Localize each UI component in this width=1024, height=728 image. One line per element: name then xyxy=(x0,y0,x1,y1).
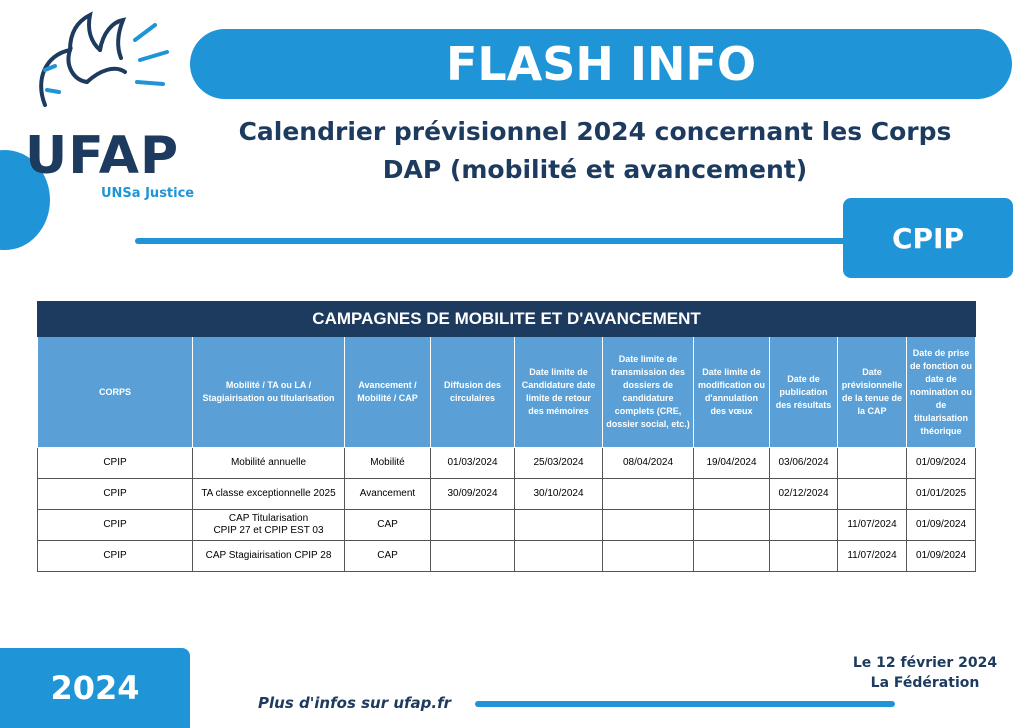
table-cell: 01/01/2025 xyxy=(907,479,976,510)
campaign-calendar-table xyxy=(37,301,976,572)
table-cell xyxy=(431,541,515,572)
table-cell: Avancement xyxy=(345,479,431,510)
table-cell xyxy=(838,479,907,510)
subtitle-line-2: DAP (mobilité et avancement) xyxy=(382,155,808,184)
column-header: Mobilité / TA ou LA / Stagiairisation ou titularisation xyxy=(193,337,345,448)
table-cell: TA classe exceptionnelle 2025 xyxy=(193,479,345,510)
flash-info-banner: FLASH INFO xyxy=(190,29,1012,99)
footer-divider xyxy=(475,701,895,707)
table-header-row xyxy=(38,337,976,448)
table-cell: CAP xyxy=(345,541,431,572)
footer-link[interactable]: Plus d'infos sur ufap.fr xyxy=(258,694,452,712)
table-cell: 02/12/2024 xyxy=(770,479,838,510)
table-cell xyxy=(770,510,838,541)
table-cell: 30/09/2024 xyxy=(431,479,515,510)
table-cell: 01/09/2024 xyxy=(907,448,976,479)
subtitle-line-1: Calendrier prévisionnel 2024 concernant les Corps xyxy=(238,117,952,146)
table-body xyxy=(38,448,976,572)
table-cell xyxy=(838,448,907,479)
column-header: Date limite de modification ou d'annulation des vœux xyxy=(694,337,770,448)
logo-subtitle: UNSa Justice xyxy=(101,186,195,201)
table-cell: CPIP xyxy=(38,479,193,510)
table-cell xyxy=(694,510,770,541)
column-header: Diffusion des circulaires xyxy=(431,337,515,448)
table-cell: 08/04/2024 xyxy=(603,448,694,479)
table-cell: 01/09/2024 xyxy=(907,510,976,541)
corps-label: CPIP xyxy=(843,198,1013,278)
header-divider xyxy=(135,238,855,244)
column-header: Date de prise de fonction ou date de nomination ou de titularisation théorique xyxy=(907,337,976,448)
table-row xyxy=(38,479,976,510)
footer-date: Le 12 février 2024 xyxy=(852,655,998,671)
table-cell xyxy=(603,510,694,541)
table-title: CAMPAGNES DE MOBILITE ET D'AVANCEMENT xyxy=(38,302,976,337)
table-cell xyxy=(694,479,770,510)
table-cell: CPIP xyxy=(38,510,193,541)
table-cell: 01/09/2024 xyxy=(907,541,976,572)
table-cell xyxy=(431,510,515,541)
table-cell: 11/07/2024 xyxy=(838,541,907,572)
table-cell xyxy=(603,541,694,572)
column-header: Date limite de transmission des dossiers de candidature complets (CRE, dossier social, etc.) xyxy=(603,337,694,448)
table-cell: 01/03/2024 xyxy=(431,448,515,479)
footer-date-block xyxy=(830,653,1020,693)
column-header: Avancement / Mobilité / CAP xyxy=(345,337,431,448)
table-cell: CPIP xyxy=(38,541,193,572)
ufap-logo xyxy=(25,10,195,210)
column-header: CORPS xyxy=(38,337,193,448)
table-cell: CAP xyxy=(345,510,431,541)
table-cell: CAP Titularisation CPIP 27 et CPIP EST 03 xyxy=(193,510,345,541)
table-cell: 30/10/2024 xyxy=(515,479,603,510)
logo-wordmark: UFAP xyxy=(25,126,180,186)
table-cell xyxy=(515,510,603,541)
table-row xyxy=(38,541,976,572)
column-header: Date de publication des résultats xyxy=(770,337,838,448)
table-cell: 03/06/2024 xyxy=(770,448,838,479)
table-cell xyxy=(515,541,603,572)
table-row xyxy=(38,448,976,479)
table-cell: Mobilité xyxy=(345,448,431,479)
table-cell: CPIP xyxy=(38,448,193,479)
footer-signature: La Fédération xyxy=(870,675,980,691)
table-cell: CAP Stagiairisation CPIP 28 xyxy=(193,541,345,572)
table-cell: 19/04/2024 xyxy=(694,448,770,479)
table-cell: 25/03/2024 xyxy=(515,448,603,479)
page-subtitle xyxy=(200,113,990,189)
table-cell: 11/07/2024 xyxy=(838,510,907,541)
table-row xyxy=(38,510,976,541)
table-cell xyxy=(694,541,770,572)
dove-icon xyxy=(25,10,195,130)
footer-year: 2024 xyxy=(0,648,190,728)
column-header: Date limite de Candidature date limite de retour des mémoires xyxy=(515,337,603,448)
column-header: Date prévisionnelle de la tenue de la CAP xyxy=(838,337,907,448)
table-cell xyxy=(603,479,694,510)
table-cell: Mobilité annuelle xyxy=(193,448,345,479)
table-cell xyxy=(770,541,838,572)
